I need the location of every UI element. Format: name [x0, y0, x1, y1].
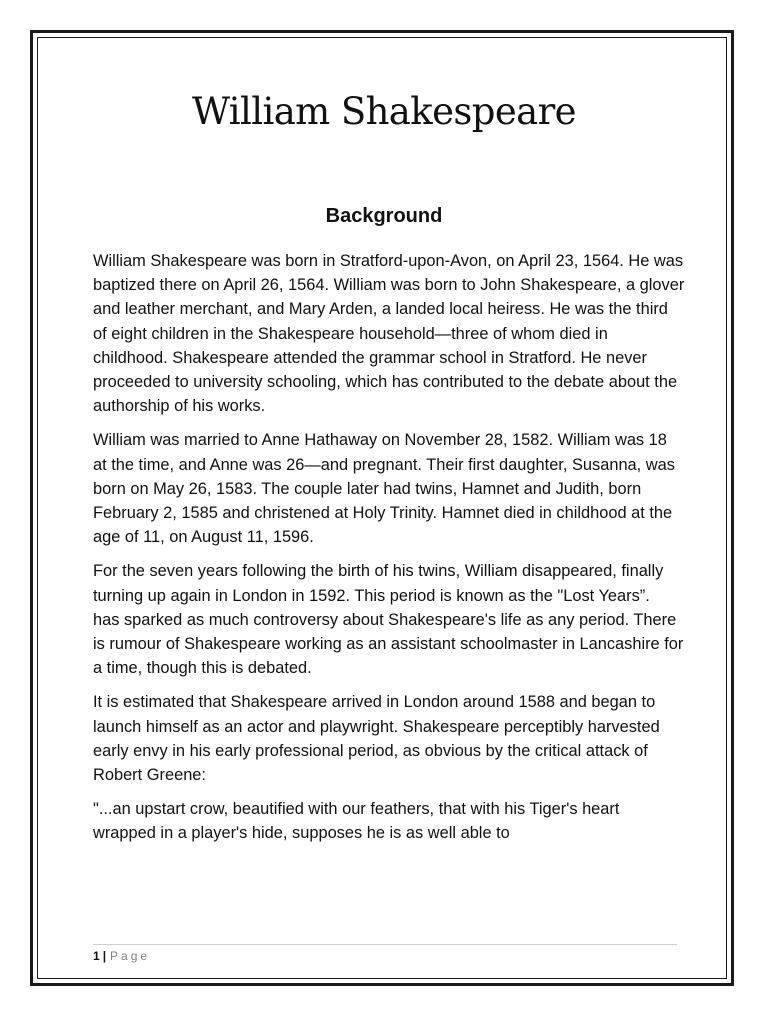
page-footer — [93, 948, 150, 964]
paragraph-3: For the seven years following the birth of his twins, William disappeared, finally turning up again in London in 1592. This period is known as the "Lost Years”. has sparked as much controversy about Shakespeare's life as any period. There is rumour of Shakespeare working as an assistant schoolmaster in Lancashire for a time, though this is debated. — [93, 562, 688, 678]
paragraph-4: It is estimated that Shakespeare arrived in London around 1588 and began to launch himself as an actor and playwright. Shakespeare perceptibly harvested early envy in his early professional period, as obvious by the critical attack of Robert Greene: — [93, 693, 665, 785]
page-label: Page — [110, 949, 151, 963]
footer-separator: | — [102, 949, 107, 963]
section-heading: Background — [325, 205, 443, 227]
body-text — [93, 249, 689, 856]
document-title: William Shakespeare — [192, 90, 576, 133]
paragraph-2: William was married to Anne Hathaway on November 28, 1582. William was 18 at the time, and Anne was 26—and pregnant. Their first daughter, Susanna, was born on May 26, 1583. The couple later had twins, Hamnet and Judith, born February 2, 1585 and christened at Holy Trinity. Hamnet died in childhood at the age of 11, on August 11, 1596. — [93, 431, 680, 547]
footer-divider — [93, 944, 677, 945]
paragraph-5: "...an upstart crow, beautified with our feathers, that with his Tiger's heart wrapped in a player's hide, supposes he is as well able to — [93, 800, 624, 843]
page-number: 1 — [93, 949, 100, 963]
paragraph-1: William Shakespeare was born in Stratford-upon-Avon, on April 23, 1564. He was baptized there on April 26, 1564. William was born to John Shakespeare, a glover and leather merchant, and Mary Arden, a landed local heiress. He was the third of eight children in the Shakespeare household—three of whom died in childhood. Shakespeare attended the grammar school in Stratford. He never proceeded to university schooling, which has contributed to the debate about the authorship of his works. — [93, 252, 689, 416]
